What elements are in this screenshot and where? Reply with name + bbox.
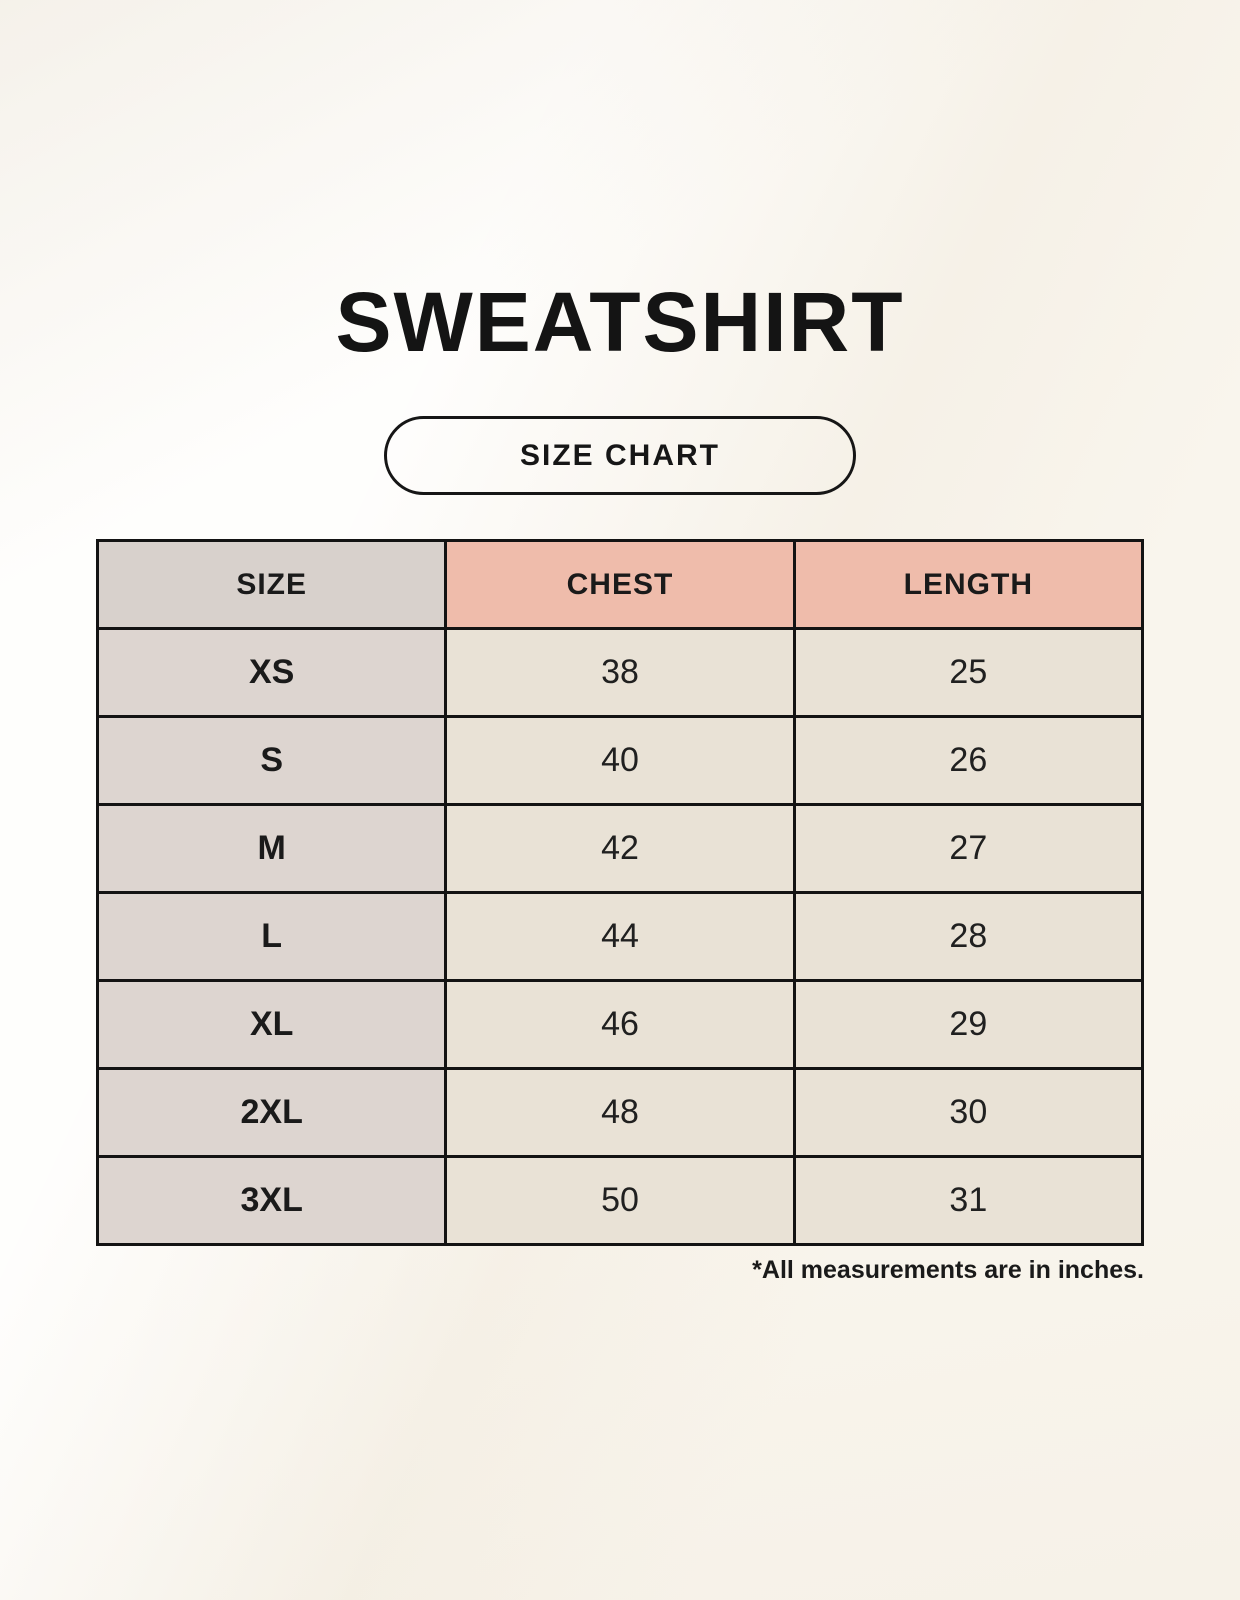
table-row (98, 1069, 1143, 1157)
size-chart-button-label: SIZE CHART (520, 438, 720, 472)
size-label-cell: XS (98, 629, 446, 717)
measurements-footnote: *All measurements are in inches. (752, 1256, 1144, 1284)
length-cell: 30 (794, 1069, 1142, 1157)
table-row (98, 981, 1143, 1069)
size-label-cell: L (98, 893, 446, 981)
table-row (98, 629, 1143, 717)
size-chart-table (96, 539, 1144, 1246)
length-cell: 27 (794, 805, 1142, 893)
chest-cell: 50 (446, 1157, 794, 1245)
column-header-size: SIZE (98, 541, 446, 629)
chest-cell: 42 (446, 805, 794, 893)
size-label-cell: XL (98, 981, 446, 1069)
length-cell: 25 (794, 629, 1142, 717)
table-row (98, 717, 1143, 805)
column-header-chest: CHEST (446, 541, 794, 629)
size-label-cell: S (98, 717, 446, 805)
size-label-cell: 3XL (98, 1157, 446, 1245)
length-cell: 26 (794, 717, 1142, 805)
page-title: SWEATSHIRT (335, 275, 905, 369)
size-label-cell: M (98, 805, 446, 893)
table-row (98, 1157, 1143, 1245)
chest-cell: 38 (446, 629, 794, 717)
chest-cell: 44 (446, 893, 794, 981)
table-header-row (98, 541, 1143, 629)
length-cell: 28 (794, 893, 1142, 981)
column-header-length: LENGTH (794, 541, 1142, 629)
chest-cell: 46 (446, 981, 794, 1069)
size-chart-button[interactable] (384, 416, 856, 495)
chest-cell: 48 (446, 1069, 794, 1157)
table-row (98, 893, 1143, 981)
size-label-cell: 2XL (98, 1069, 446, 1157)
length-cell: 31 (794, 1157, 1142, 1245)
chest-cell: 40 (446, 717, 794, 805)
length-cell: 29 (794, 981, 1142, 1069)
table-row (98, 805, 1143, 893)
